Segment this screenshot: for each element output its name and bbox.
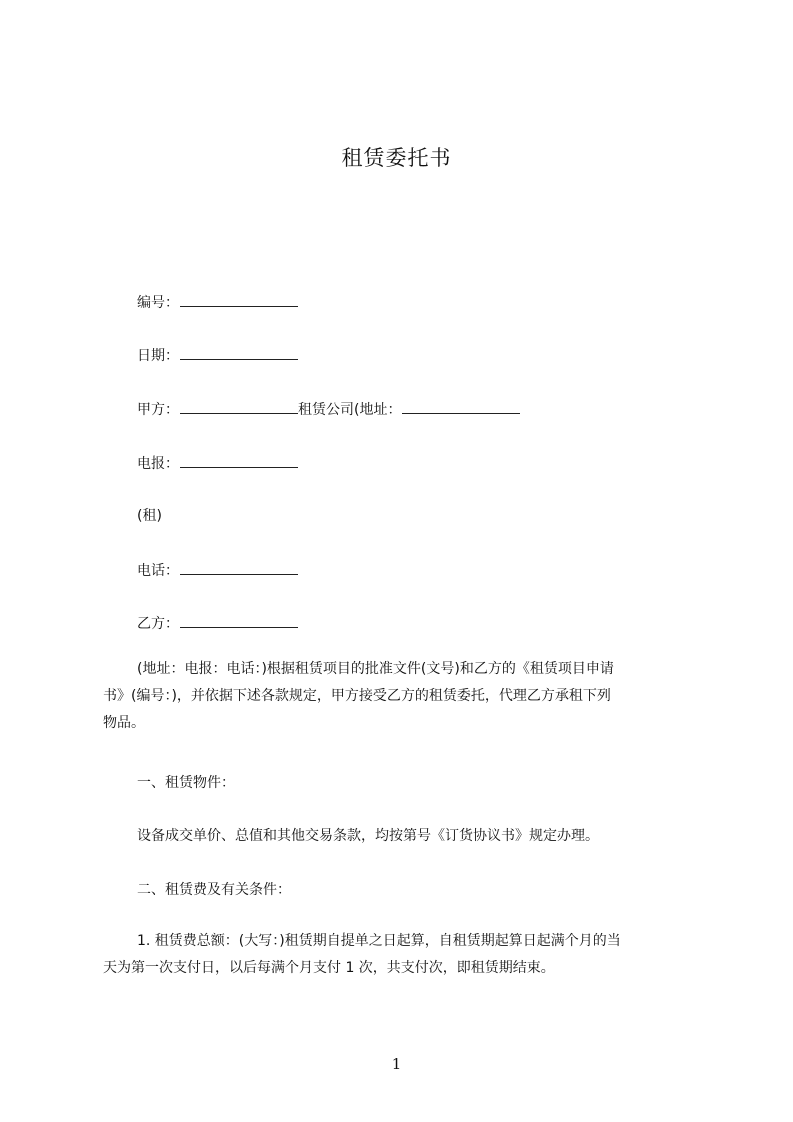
- page-number: 1: [391, 1055, 402, 1073]
- party-a-blank: [180, 399, 298, 414]
- party-b-field: [137, 613, 298, 634]
- intro-line-3: 物品。: [103, 715, 145, 731]
- party-a-field: [137, 399, 520, 420]
- intro-line-2: 书》(编号：)，并依据下述各款规定，甲方接受乙方的租赁委托，代理乙方承租下列: [103, 688, 611, 704]
- intro-line-1: (地址：电报：电话：)根据租赁项目的批准文件(文号)和乙方的《租赁项目申请: [137, 661, 614, 677]
- number-blank: [180, 292, 298, 307]
- date-blank: [180, 345, 298, 360]
- date-field: [137, 345, 298, 366]
- item-1-line-1: 1. 租赁费总额：(大写：)租赁期自提单之日起算，自租赁期起算日起满个月的当: [137, 933, 621, 949]
- intro-paragraph: [103, 656, 699, 737]
- party-a-suffix: 租赁公司(地址：: [298, 402, 402, 418]
- telegram-label: 电报：: [137, 456, 179, 472]
- rent-note: (租): [137, 508, 162, 524]
- party-a-address-blank: [402, 399, 520, 414]
- section-1-text: 设备成交单价、总值和其他交易条款，均按第号《订货协议书》规定办理。: [137, 828, 599, 844]
- number-field: [137, 292, 298, 313]
- section-1-heading: 一、租赁物件：: [137, 775, 235, 791]
- party-b-blank: [180, 613, 298, 628]
- telegram-blank: [180, 453, 298, 468]
- phone-field: [137, 560, 298, 581]
- section-2-item-1: [103, 928, 699, 982]
- phone-blank: [180, 560, 298, 575]
- party-b-label: 乙方：: [137, 616, 179, 632]
- phone-label: 电话：: [137, 563, 179, 579]
- section-2-heading: 二、租赁费及有关条件：: [137, 882, 291, 898]
- item-1-line-2: 天为第一次支付日，以后每满个月支付 1 次，共支付次，即租赁期结束。: [103, 960, 555, 976]
- party-a-label: 甲方：: [137, 402, 179, 418]
- number-label: 编号：: [137, 295, 179, 311]
- document-title: 租赁委托书: [341, 146, 452, 170]
- date-label: 日期：: [137, 348, 179, 364]
- telegram-field: [137, 453, 298, 474]
